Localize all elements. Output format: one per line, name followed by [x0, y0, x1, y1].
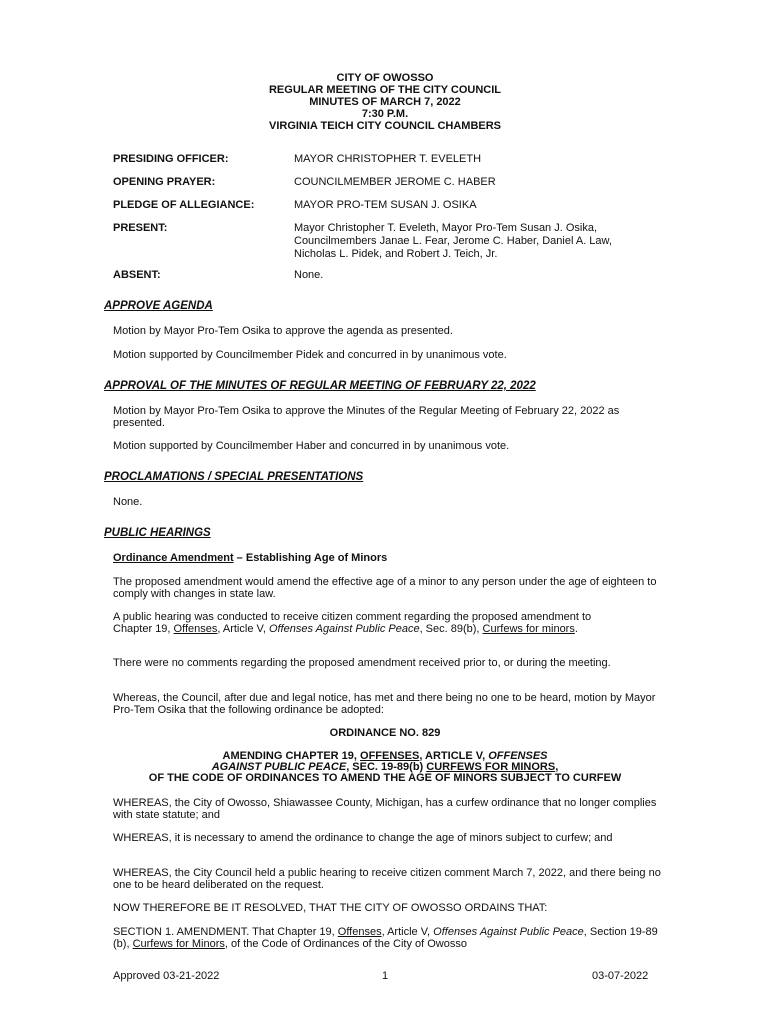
presiding-officer-value: MAYOR CHRISTOPHER T. EVELETH: [294, 153, 482, 165]
approve-agenda-support: Motion supported by Councilmember Pidek and concurred in by unanimous vote.: [113, 349, 507, 361]
text-run: OFFENSES: [360, 750, 420, 762]
present-value: Mayor Christopher T. Eveleth, Mayor Pro-Tem Susan J. Osika, Councilmembers Janae L. Fear, Jerome C. Haber, Daniel A. Law, Nicholas L. Pidek, and Robert J. Teich, Jr.: [294, 222, 612, 260]
text-run: SECTION 1. AMENDMENT. That Chapter 19,: [113, 926, 338, 938]
text-run: AMENDING CHAPTER 19,: [222, 750, 361, 762]
approve-minutes-support: Motion supported by Councilmember Haber and concurred in by unanimous vote.: [113, 440, 510, 452]
header-meeting: REGULAR MEETING OF THE CITY COUNCIL: [268, 84, 502, 96]
hearing-paragraph-2-line1: A public hearing was conducted to receive citizen comment regarding the proposed amendment to: [113, 611, 592, 623]
approve-agenda-heading: APPROVE AGENDA: [104, 300, 213, 312]
hearing-paragraph-3: There were no comments regarding the proposed amendment received prior to, or during the meeting.: [113, 657, 611, 669]
approve-agenda-motion: Motion by Mayor Pro-Tem Osika to approve the agenda as presented.: [113, 325, 453, 337]
text-run: OFFENSES: [488, 750, 548, 762]
section-1-amendment: [113, 926, 663, 950]
opening-prayer-value: COUNCILMEMBER JEROME C. HABER: [294, 176, 496, 188]
hearing-paragraph-2-line2: [113, 623, 663, 635]
presiding-officer-label: PRESIDING OFFICER:: [113, 153, 229, 165]
whereas-2: WHEREAS, it is necessary to amend the ordinance to change the age of minors subject to curfew; and: [113, 832, 613, 844]
proclamations-heading: PROCLAMATIONS / SPECIAL PRESENTATIONS: [104, 471, 364, 483]
hearing-paragraph-4: Whereas, the Council, after due and legal notice, has met and there being no one to be heard, motion by Mayor Pro-Tem Osika that the following ordinance be adopted:: [113, 692, 656, 716]
whereas-3: WHEREAS, the City Council held a public hearing to receive citizen comment March 7, 2022, and there being no one to be heard deliberated on the request.: [113, 867, 661, 891]
text-run: Offenses Against Public Peace: [268, 623, 420, 635]
text-run: CURFEWS FOR MINORS: [426, 761, 556, 773]
ordinance-amendment-label: Ordinance Amendment: [113, 552, 234, 564]
hearing-paragraph-1: The proposed amendment would amend the effective age of a minor to any person under the age of eighteen to comply with changes in state law.: [113, 576, 657, 600]
resolved-clause: NOW THEREFORE BE IT RESOLVED, THAT THE CITY OF OWOSSO ORDAINS THAT:: [113, 902, 548, 914]
opening-prayer-label: OPENING PRAYER:: [113, 176, 216, 188]
hearing-paragraph-2: [113, 611, 663, 635]
approve-minutes-heading: APPROVAL OF THE MINUTES OF REGULAR MEETING OF FEBRUARY 22, 2022: [104, 380, 536, 392]
ordinance-number: ORDINANCE NO. 829: [329, 727, 441, 739]
text-run: AGAINST PUBLIC PEACE: [211, 761, 347, 773]
text-run: , Article V,: [381, 926, 434, 938]
absent-label: ABSENT:: [113, 269, 161, 281]
footer-approved: Approved 03-21-2022: [113, 970, 220, 982]
text-run: Offenses: [337, 926, 382, 938]
absent-value: None.: [294, 269, 324, 281]
text-run: Curfews for Minors: [132, 938, 225, 950]
header-city: CITY OF OWOSSO: [336, 72, 434, 84]
text-run: , Section 19-89 (b),: [113, 926, 658, 950]
text-run: , SEC. 19-89(b): [346, 761, 427, 773]
header-location: VIRGINIA TEICH CITY COUNCIL CHAMBERS: [268, 120, 502, 132]
header-time: 7:30 P.M.: [361, 108, 409, 120]
text-run: .: [574, 623, 578, 635]
whereas-1: WHEREAS, the City of Owosso, Shiawassee County, Michigan, has a curfew ordinance that no longer complies with state statute; and: [113, 797, 657, 821]
proclamations-none: None.: [113, 496, 143, 508]
header-minutes-date: MINUTES OF MARCH 7, 2022: [309, 96, 461, 108]
text-run: ,: [555, 761, 559, 773]
text-run: Offenses Against Public Peace: [433, 926, 584, 938]
text-run: , ARTICLE V,: [419, 750, 489, 762]
text-run: , Article V,: [217, 623, 269, 635]
present-label: PRESENT:: [113, 222, 168, 234]
text-run: , of the Code of Ordinances of the City of Owosso: [224, 938, 467, 950]
text-run: , Sec. 89(b),: [419, 623, 483, 635]
ordinance-title-line3: OF THE CODE OF ORDINANCES TO AMEND THE AGE OF MINORS SUBJECT TO CURFEW: [148, 772, 622, 784]
ordinance-amendment-topic: – Establishing Age of Minors: [233, 552, 388, 564]
ordinance-amendment-subheading: [113, 552, 663, 564]
text-run: Offenses: [173, 623, 218, 635]
document-title: [0, 72, 770, 132]
pledge-value: MAYOR PRO-TEM SUSAN J. OSIKA: [294, 199, 477, 211]
pledge-label: PLEDGE OF ALLEGIANCE:: [113, 199, 255, 211]
public-hearings-heading: PUBLIC HEARINGS: [104, 527, 211, 539]
footer-page-number: 1: [382, 970, 389, 982]
text-run: Curfews for minors: [482, 623, 575, 635]
approve-minutes-motion: Motion by Mayor Pro-Tem Osika to approve the Minutes of the Regular Meeting of February 22, 2022 as presented.: [113, 405, 620, 429]
footer-meeting-date: 03-07-2022: [592, 970, 649, 982]
text-run: Chapter 19,: [113, 623, 174, 635]
